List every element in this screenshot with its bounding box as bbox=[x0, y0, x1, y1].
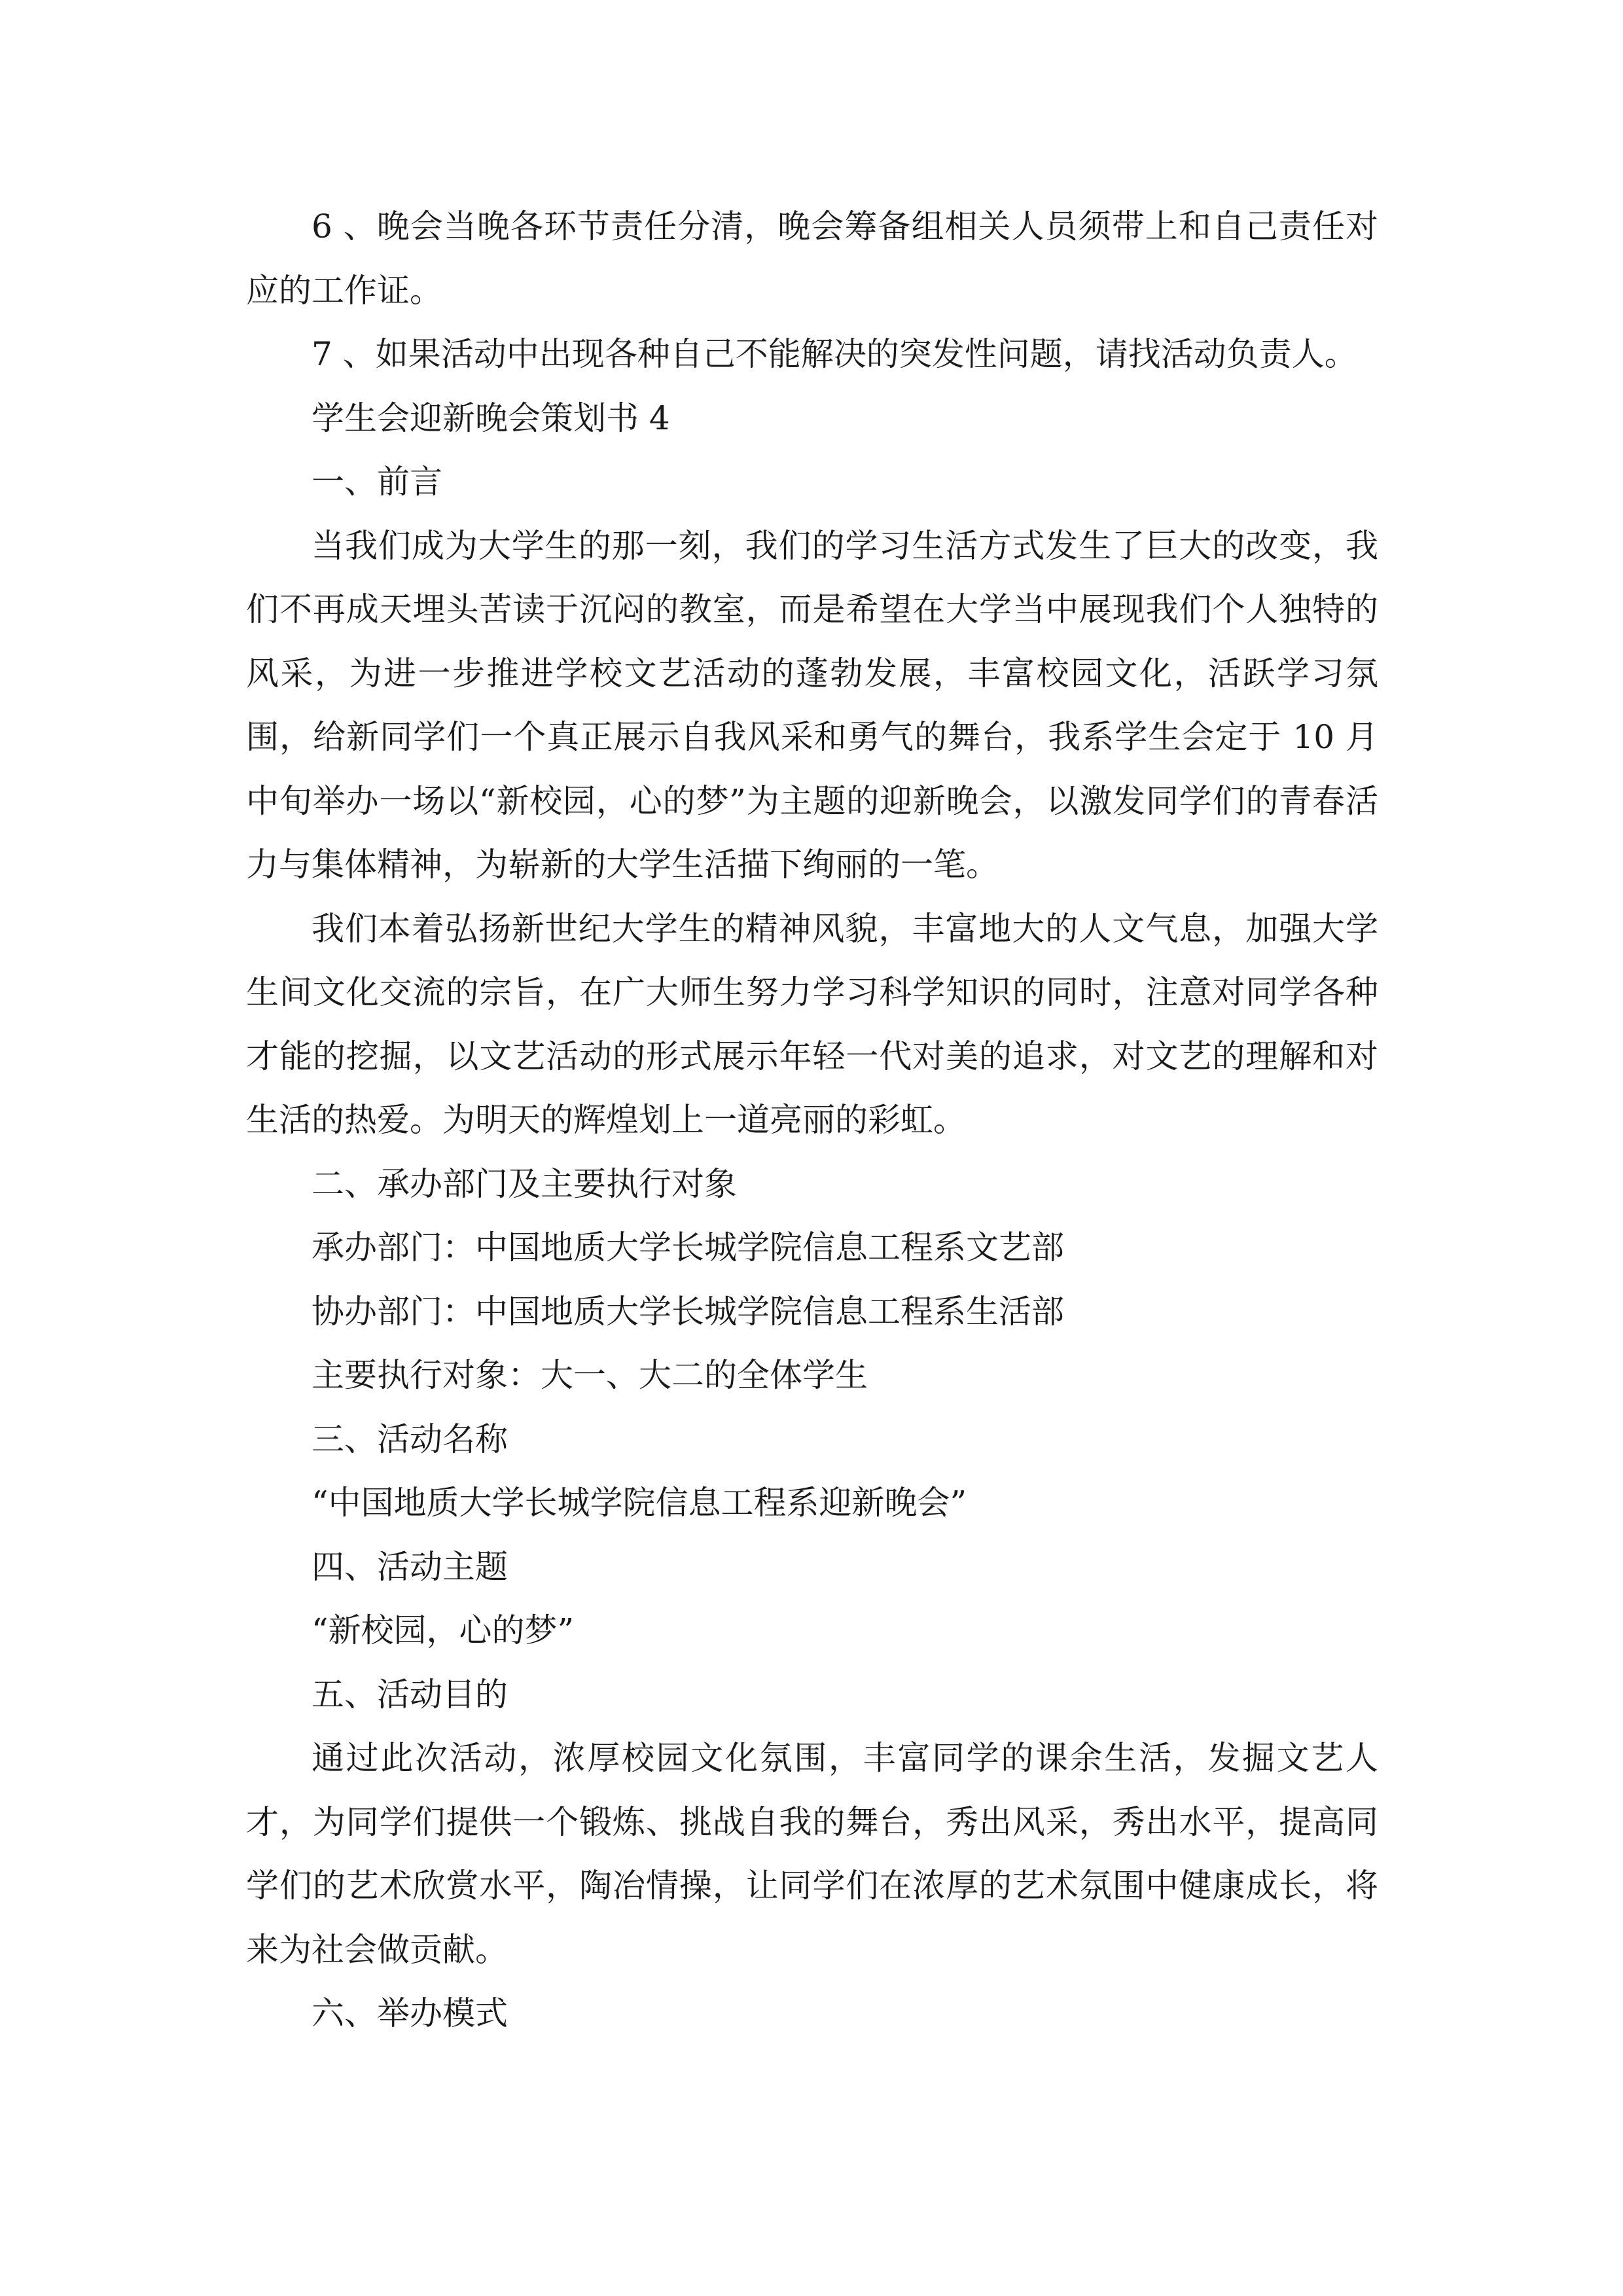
heading-organizers: 二、承办部门及主要执行对象 bbox=[312, 1164, 737, 1203]
organizer-cohost: 协办部门：中国地质大学长城学院信息工程系生活部 bbox=[312, 1292, 1064, 1331]
target-audience: 主要执行对象：大一、大二的全体学生 bbox=[312, 1356, 868, 1394]
heading-event-theme: 四、活动主题 bbox=[312, 1547, 508, 1586]
paragraph-item-6: 6 、晚会当晚各环节责任分清，晚会筹备组相关人员须带上和自己责任对应的工作证。 bbox=[246, 207, 1378, 310]
event-name: “中国地质大学长城学院信息工程系迎新晚会” bbox=[312, 1484, 967, 1522]
heading-event-name: 三、活动名称 bbox=[312, 1420, 508, 1458]
section-title: 学生会迎新晚会策划书 4 bbox=[312, 399, 670, 437]
paragraph-item-7: 7 、如果活动中出现各种自己不能解决的突发性问题，请找活动负责人。 bbox=[312, 335, 1357, 373]
document-body bbox=[246, 195, 1378, 2046]
event-theme: “新校园，心的梦” bbox=[312, 1611, 575, 1649]
paragraph-purpose: 通过此次活动，浓厚校园文化氛围，丰富同学的课余生活，发掘文艺人才，为同学们提供一个锻炼、挑战自我的舞台，秀出风采，秀出水平，提高同学们的艺术欣赏水平，陶冶情操，让同学们在浓厚的艺术氛围中健康成长，将来为社会做贡献。 bbox=[246, 1739, 1378, 1969]
heading-preface: 一、前言 bbox=[312, 463, 442, 501]
paragraph-preface-2: 我们本着弘扬新世纪大学生的精神风貌，丰富地大的人文气息，加强大学生间文化交流的宗旨，在广大师生努力学习科学知识的同时，注意对同学各种才能的挖掘，以文艺活动的形式展示年轻一代对美的追求，对文艺的理解和对生活的热爱。为明天的辉煌划上一道亮丽的彩虹。 bbox=[246, 909, 1378, 1139]
paragraph-preface-1: 当我们成为大学生的那一刻，我们的学习生活方式发生了巨大的改变，我们不再成天埋头苦读于沉闷的教室，而是希望在大学当中展现我们个人独特的风采，为进一步推进学校文艺活动的蓬勃发展，丰富校园文化，活跃学习氛围，给新同学们一个真正展示自我风采和勇气的舞台，我系学生会定于 10 月中旬举办一场以“新校园，心的梦”为主题的迎新晚会，以激发同学们的青春活力与集体精神，为崭新的大学生活描下绚丽的一笔。 bbox=[246, 526, 1378, 884]
heading-format: 六、举办模式 bbox=[312, 1994, 508, 2032]
heading-event-purpose: 五、活动目的 bbox=[312, 1675, 508, 1713]
organizer-host: 承办部门：中国地质大学长城学院信息工程系文艺部 bbox=[312, 1229, 1064, 1266]
